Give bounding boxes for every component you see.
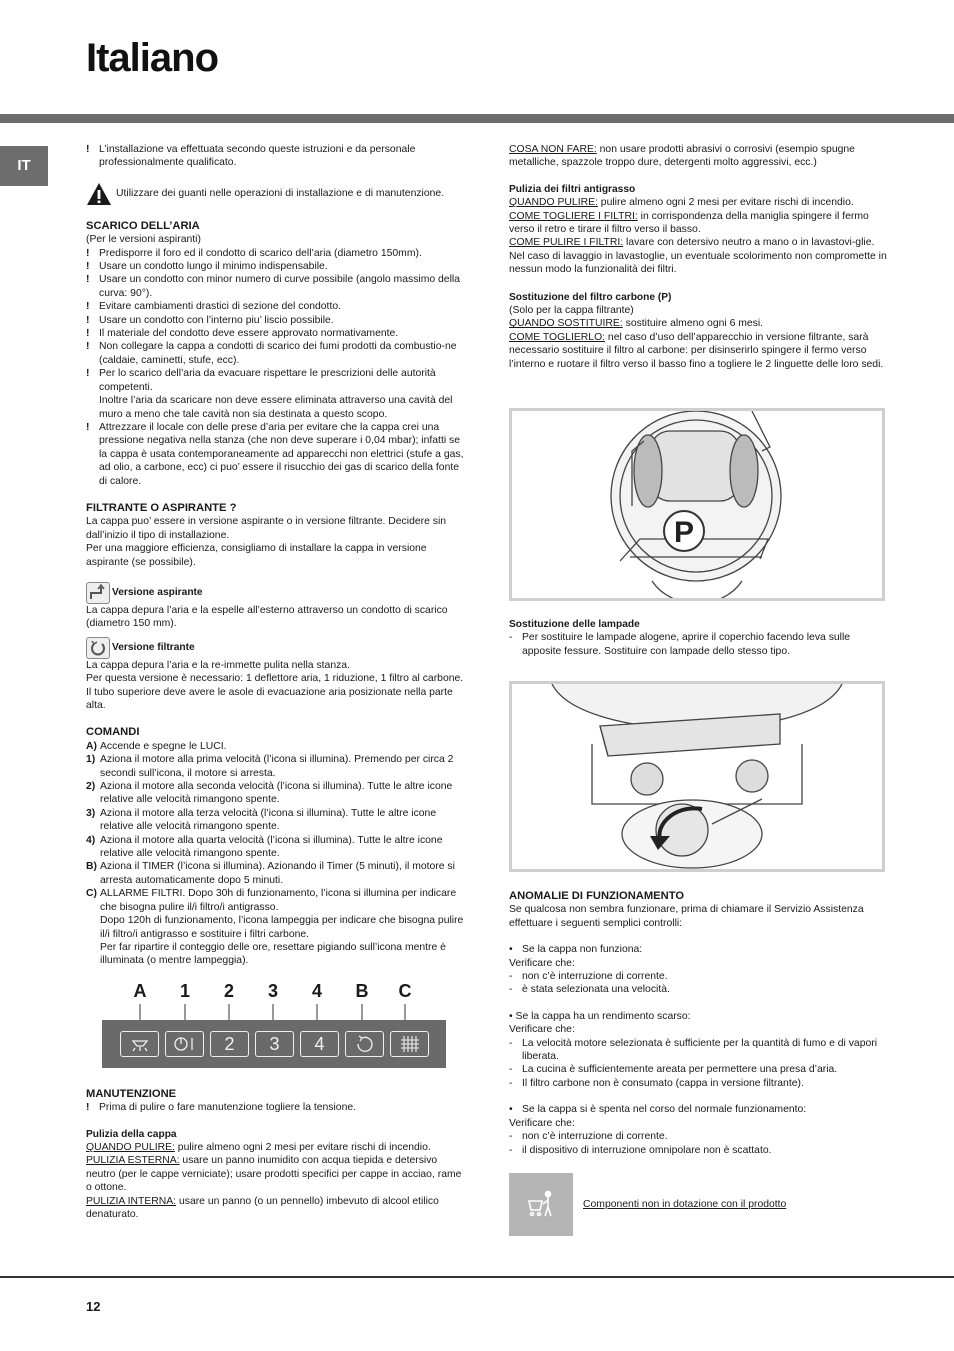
timer-icon — [354, 1034, 376, 1054]
comandi-marker: 3) — [86, 807, 96, 819]
filtri-item — [509, 236, 889, 276]
carbone-item-body: nel caso d’uso dell’apparecchio in versione filtrante, sarà necessario sostituire il filtro al carbone: per disinserirlo spingere il fermo verso l’interno e ruotare il filtro verso il basso fino a togliere le 2 linguette delle loro sedi. — [509, 331, 884, 370]
filtrante-heading: FILTRANTE O ASPIRANTE ? — [86, 501, 237, 514]
timer-button[interactable] — [345, 1031, 384, 1057]
pulizia-list — [86, 1141, 466, 1221]
dash-mark: - — [509, 1131, 513, 1143]
componenti-note — [509, 1173, 889, 1236]
scarico-item-text: Usare un condotto lungo il minimo indispensabile. — [99, 261, 328, 273]
control-panel-figure — [86, 980, 446, 1070]
warning-triangle-icon — [86, 182, 112, 206]
comandi-item — [86, 753, 466, 780]
verificare-2: Verificare che: — [509, 1024, 575, 1036]
comandi-heading: COMANDI — [86, 726, 140, 739]
dash-mark: - — [509, 971, 513, 983]
dash-mark: - — [509, 632, 513, 644]
comandi-item — [86, 740, 466, 753]
case1-text: Se la cappa non funziona: — [522, 944, 643, 956]
panel-letter: 1 — [179, 980, 190, 1001]
panel-letter: 3 — [267, 980, 278, 1001]
comandi-item-text: Aziona il motore alla terza velocità (l’icona si illumina). Tutte le altre icone relative alle velocità rimangono spente. — [100, 807, 437, 833]
panel-letter: A — [133, 980, 147, 1001]
filtri-item-body: pulire almeno ogni 2 mesi per evitare rischi di incendio. — [597, 197, 854, 209]
carbone-item — [509, 331, 889, 371]
pulizia-item-label: QUANDO PULIRE: — [86, 1141, 175, 1153]
intro-note — [86, 143, 466, 170]
warning-mark: ! — [86, 261, 90, 273]
case3-item-text: non c’è interruzione di corrente. — [522, 1131, 668, 1143]
comandi-marker: 1) — [86, 754, 96, 766]
filtri-item-label: QUANDO PULIRE: — [509, 197, 598, 209]
case3-text: Se la cappa si è spenta nel corso del normale funzionamento: — [522, 1104, 807, 1116]
filter-p-label: P — [673, 516, 695, 549]
comandi-item-text: Aziona il motore alla seconda velocità (l’icona si illumina). Tutte le altre icone relative alle velocità rimangono spente. — [100, 781, 453, 806]
scarico-item — [86, 421, 466, 488]
comandi-item-text: Aziona il motore alla prima velocità (l’icona si illumina). Premendo per circa 2 secondi sull’icona, il motore si arresta. — [100, 754, 454, 779]
gloves-text: Utilizzare dei guanti nelle operazioni di installazione e di manutenzione. — [116, 188, 445, 200]
panel-leader-lines — [86, 1004, 446, 1020]
header-rule — [0, 114, 954, 123]
warning-mark: ! — [86, 1102, 90, 1114]
case3-item-text: il dispositivo di interruzione omnipolare non è scattato. — [522, 1144, 772, 1156]
lampade-text: Per sostituire le lampade alogene, aprire il coperchio facendo leva sulle apposite fessure. Sostituire con lampade dello stesso tipo. — [522, 632, 851, 657]
footer-rule — [0, 1276, 954, 1278]
non-fare-text — [509, 143, 889, 170]
language-tab: IT — [0, 146, 48, 186]
dash-mark: - — [509, 984, 513, 996]
scarico-item-text: Usare un condotto con minor numero di curve possibile (angolo massimo della curva: 90°). — [99, 274, 460, 299]
scarico-item-text: Il materiale del condotto deve essere approvato normativamente. — [99, 328, 399, 340]
warning-mark: ! — [86, 301, 90, 313]
bullet-mark: • — [509, 944, 513, 956]
filtri-heading: Pulizia dei filtri antigrasso — [509, 183, 636, 195]
filtrante-label: Versione filtrante — [112, 642, 195, 654]
right-column — [509, 143, 889, 371]
dash-mark: - — [509, 1144, 513, 1156]
aspirante-icon — [86, 582, 110, 604]
aspirante-label: Versione aspirante — [112, 587, 203, 599]
dash-mark: - — [509, 1077, 513, 1089]
warning-mark: ! — [86, 314, 90, 326]
manutenzione-note-text: Prima di pulire o fare manutenzione togliere la tensione. — [99, 1102, 357, 1114]
carbon-filter-illustration — [512, 411, 882, 598]
carbone-item-label: COME TOGLIERLO: — [509, 331, 606, 343]
comandi-item — [86, 834, 466, 861]
carbone-item-label: QUANDO SOSTITUIRE: — [509, 318, 623, 330]
case3-title — [509, 1103, 889, 1116]
comandi-marker: B) — [86, 861, 97, 873]
case1-item-text: è stata selezionata una velocità. — [522, 984, 670, 996]
case2-title: • Se la cappa ha un rendimento scarso: — [509, 1010, 691, 1022]
lamp-figure — [509, 681, 885, 872]
comandi-item-text: Aziona il motore alla quarta velocità (l’icona si illumina). Tutte le altre icone relative alle velocità rimangono spente. — [100, 834, 443, 860]
filter-grid-icon — [399, 1034, 421, 1054]
filtrante-text: La cappa puo’ essere in versione aspirante o in versione filtrante. Decidere sin dall’inizio il tipo di installazione. Per una maggiore efficienza, consigliamo di installare la cappa in versione aspirante (se possibile). — [86, 516, 447, 568]
speed-2-button[interactable]: 2 — [210, 1031, 249, 1057]
case2-list — [509, 1037, 889, 1091]
comandi-item — [86, 780, 466, 807]
anomalie-intro: Se qualcosa non sembra funzionare, prima di chiamare il Servizio Assistenza effettuare i seguenti semplici controlli: — [509, 904, 864, 929]
intro-text: L’installazione va effettuata secondo queste istruzioni e da personale professionalmente qualificato. — [99, 144, 416, 169]
filtrante-version-text: La cappa depura l’aria e la re-immette pulita nella stanza. Per questa versione è necessario: 1 deflettore aria, 1 riduzione, 1 filtro al carbone. Il tubo superiore deve avere le asole di evacuazione aria posizionate nella parte alta. — [86, 659, 464, 711]
pulizia-item — [86, 1154, 466, 1194]
bullet-mark: • — [509, 1104, 513, 1116]
pulizia-item-body: usare un panno (o un pennello) imbevuto di alcool etilico denaturato. — [86, 1195, 439, 1220]
gloves-note — [86, 182, 466, 206]
control-panel — [102, 1020, 446, 1068]
warning-mark: ! — [86, 341, 90, 353]
warning-mark: ! — [86, 421, 90, 433]
light-icon — [127, 1036, 153, 1052]
scarico-item — [86, 314, 466, 327]
carbone-item-body: sostituire almeno ogni 6 mesi. — [622, 318, 764, 330]
speed-3-button[interactable]: 3 — [255, 1031, 294, 1057]
lampade-heading: Sostituzione delle lampade — [509, 619, 640, 630]
scarico-subtitle: (Per le versioni aspiranti) — [86, 234, 201, 246]
pulizia-item — [86, 1195, 466, 1222]
anomalie-section — [509, 890, 889, 1236]
speed-1-button[interactable] — [165, 1031, 204, 1057]
case2-item-text: La velocità motore selezionata è sufficiente per la quantità di fumo e di vapori liberata. — [522, 1037, 878, 1063]
comandi-item — [86, 887, 466, 967]
scarico-item — [86, 300, 466, 313]
comandi-list — [86, 740, 466, 968]
scarico-item-text: Non collegare la cappa a condotti di scarico dei fumi prodotti da combustio-ne (caldaie, caminetti, stufe, ecc). — [99, 341, 457, 366]
anomalie-heading: ANOMALIE DI FUNZIONAMENTO — [509, 890, 685, 902]
filtri-item-body: in corrispondenza della maniglia spingere il fermo verso il retro e tirare il filtro verso il basso. — [509, 210, 869, 236]
case3-list — [509, 1130, 889, 1157]
case2-item-text: Il filtro carbone non è consumato (cappa in versione filtrante). — [522, 1077, 804, 1089]
warning-mark: ! — [86, 247, 90, 259]
scarico-item — [86, 260, 466, 273]
scarico-item — [86, 340, 466, 367]
pulizia-item-body: pulire almeno ogni 2 mesi per evitare rischi di incendio. — [174, 1141, 431, 1153]
comandi-item-text: Accende e spegne le LUCI. — [100, 740, 227, 752]
comandi-marker: 4) — [86, 834, 96, 846]
comandi-marker: 2) — [86, 781, 96, 793]
page-number: 12 — [86, 1299, 101, 1314]
carbone-subtitle: (Solo per la cappa filtrante) — [509, 305, 634, 317]
warning-mark: ! — [86, 328, 90, 340]
case2-item — [509, 1063, 889, 1076]
warning-mark: ! — [86, 368, 90, 380]
componenti-text: Componenti non in dotazione con il prodotto — [583, 1198, 787, 1210]
dash-mark: - — [509, 1064, 513, 1076]
pulizia-item — [86, 1141, 466, 1154]
case1-list — [509, 970, 889, 997]
panel-letter: 4 — [311, 980, 322, 1001]
non-fare-body: non usare prodotti abrasivi o corrosivi (esempio spugne metalliche, spazzole troppo dure, detergenti molto aggressivi, ecc.) — [509, 144, 855, 169]
lampade-section — [509, 618, 889, 658]
scarico-item-text: Evitare cambiamenti drastici di sezione del condotto. — [99, 301, 341, 313]
pulizia-item-body: usare un panno inumidito con acqua tiepida e detersivo neutro (per le cappe verniciate); usare prodotti specifici per cappe in acciao, rame o ottone. — [86, 1155, 462, 1194]
scarico-item-text: Per lo scarico dell’aria da evacuare rispettare le prescrizioni delle autorità competenti. Inoltre l’aria da scaricare non deve essere eliminata attraverso una cavità del muro a meno che tale cavità non sia destinata a questo scopo. — [99, 368, 453, 420]
carbone-item — [509, 317, 889, 330]
filtri-item-label: COME PULIRE I FILTRI: — [509, 237, 624, 249]
filter-alarm-button[interactable] — [390, 1031, 429, 1057]
scarico-item — [86, 273, 466, 300]
manutenzione-heading: MANUTENZIONE — [86, 1087, 177, 1100]
case1-item-text: non c’è interruzione di corrente. — [522, 971, 668, 983]
manutenzione-note — [86, 1101, 466, 1114]
filtri-item — [509, 196, 889, 209]
comandi-marker: C) — [86, 888, 97, 900]
warning-mark: ! — [86, 144, 90, 155]
scarico-item-text: Predisporre il foro ed il condotto di scarico dell’aria (diametro 150mm). — [99, 247, 422, 259]
scarico-heading: SCARICO DELL’ARIA — [86, 219, 200, 232]
scarico-item-text: Usare un condotto con l’interno piu’ liscio possibile. — [99, 314, 334, 326]
case1-item — [509, 983, 889, 996]
comandi-item-text: Aziona il TIMER (l’icona si illumina). Azionando il Timer (5 minuti), il motore si arresta automaticamente dopo 5 minuti. — [100, 861, 455, 886]
verificare-1: Verificare che: — [509, 957, 575, 969]
lamp-illustration — [512, 684, 882, 869]
left-column — [86, 143, 466, 1221]
shopping-cart-icon — [509, 1173, 573, 1236]
warning-mark: ! — [86, 274, 90, 286]
filtri-list — [509, 196, 889, 276]
panel-letter: C — [398, 980, 412, 1001]
dash-mark: - — [509, 1037, 513, 1049]
filtrante-icon — [86, 637, 110, 659]
power-speed-1-icon — [171, 1035, 199, 1053]
comandi-item-text: ALLARME FILTRI. Dopo 30h di funzionamento, l’icona si illumina per indicare che bisogna pulire il/i filtro/i antigrasso. Dopo 120h di funzionamento, l’icona lampeggia per indicare che bisogna pulire il/i filtro/i antigrasso e sostituire i filtri carbone. Per far ripartire il conteggio delle ore, resettare pigiando sull’icona mentre è illuminata (o mentre lampeggia). — [100, 888, 464, 967]
case1-title — [509, 943, 889, 956]
case2-item — [509, 1077, 889, 1090]
filtri-item-body: lavare con detersivo neutro a mano o in lavastovi-glie. Nel caso di lavaggio in lavastoglie, un eventuale scolorimento non compromette in nessun modo la funzionalità dei filtri. — [509, 237, 887, 276]
scarico-list — [86, 247, 466, 488]
pulizia-item-label: PULIZIA ESTERNA: — [86, 1155, 180, 1167]
carbone-heading: Sostituzione del filtro carbone (P) — [509, 291, 672, 303]
page-title: Italiano — [86, 36, 219, 80]
case3-item — [509, 1130, 889, 1143]
aspirante-text: La cappa depura l’aria e la espelle all’esterno attraverso un condotto di scarico (diametro 150 mm). — [86, 604, 448, 630]
pulizia-heading: Pulizia della cappa — [86, 1128, 177, 1140]
case1-item — [509, 970, 889, 983]
scarico-item — [86, 247, 466, 260]
scarico-item — [86, 327, 466, 340]
carbon-filter-figure — [509, 408, 885, 601]
panel-letter: B — [355, 980, 369, 1001]
pulizia-item-label: PULIZIA INTERNA: — [86, 1195, 177, 1207]
case2-item — [509, 1037, 889, 1064]
case3-item — [509, 1144, 889, 1157]
comandi-item — [86, 860, 466, 887]
speed-4-button[interactable]: 4 — [300, 1031, 339, 1057]
case2-item-text: La cucina è sufficientemente areata per permettere una presa d’aria. — [522, 1064, 838, 1076]
panel-letter: 2 — [223, 980, 234, 1001]
light-button[interactable] — [120, 1031, 159, 1057]
non-fare-label: COSA NON FARE: — [509, 144, 597, 155]
scarico-item — [86, 367, 466, 421]
lampade-item — [509, 631, 889, 658]
panel-letters — [86, 980, 446, 1004]
filtrante-row — [86, 637, 466, 659]
filtri-item — [509, 210, 889, 237]
scarico-item-text: Attrezzare il locale con delle prese d’aria per evitare che la cappa crei una pressione negativa nella stanza (che non deve superare i 0,04 mbar); infatti se la cappa è usata contemporaneamente ad apparecchi non elettrici (stufe a gas, ad olio, a carbone, ecc) ci puo’ essere il risucchio dei gas di scarico della fonte di calore. — [99, 421, 464, 487]
carbone-list — [509, 317, 889, 371]
filtri-item-label: COME TOGLIERE I FILTRI: — [509, 210, 638, 222]
verificare-3: Verificare che: — [509, 1117, 575, 1129]
comandi-marker: A) — [86, 740, 97, 752]
comandi-item — [86, 807, 466, 834]
aspirante-row — [86, 582, 466, 604]
